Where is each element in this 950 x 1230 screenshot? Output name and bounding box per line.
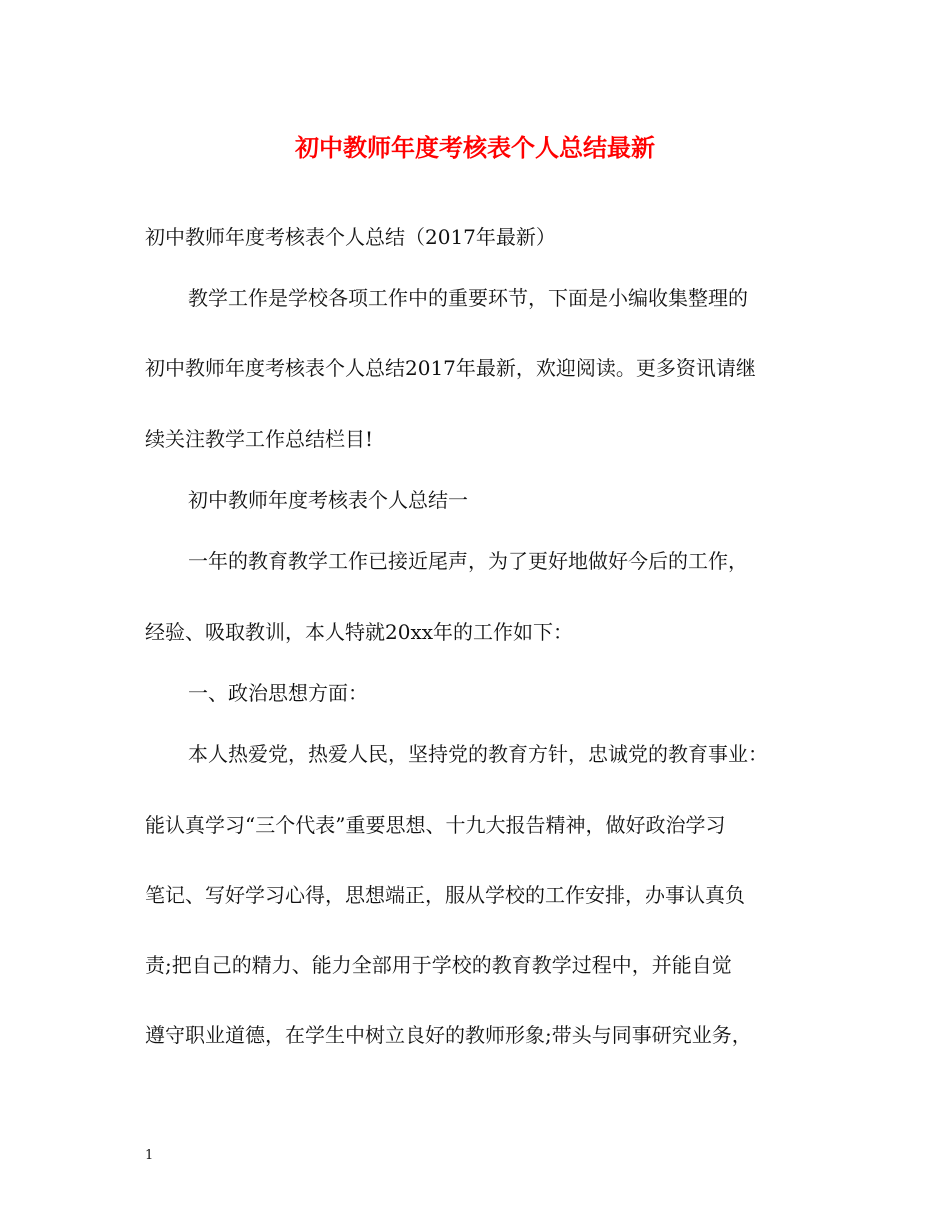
page-number: 1: [145, 1148, 154, 1163]
document-title: 初中教师年度考核表个人总结最新: [295, 133, 655, 162]
paragraph-line: 教学工作是学校各项工作中的重要环节，下面是小编收集整理的: [188, 286, 748, 310]
paragraph-line: 责;把自己的精力、能力全部用于学校的教育教学过程中，并能自觉: [145, 953, 732, 977]
paragraph-line: 遵守职业道德，在学生中树立良好的教师形象;带头与同事研究业务，: [145, 1023, 752, 1047]
paragraph-line: 能认真学习“三个代表”重要思想、十九大报告精神，做好政治学习: [145, 813, 726, 837]
section-heading: 初中教师年度考核表个人总结一: [188, 488, 468, 512]
paragraph-line: 笔记、写好学习心得，思想端正，服从学校的工作安排，办事认真负: [145, 883, 745, 907]
paragraph-line: 初中教师年度考核表个人总结2017年最新，欢迎阅读。更多资讯请继: [145, 356, 756, 380]
paragraph-line: 经验、吸取教训，本人特就20xx年的工作如下：: [145, 620, 574, 644]
paragraph-line: 一年的教育教学工作已接近尾声，为了更好地做好今后的工作，: [188, 549, 748, 573]
paragraph-line: 本人热爱党，热爱人民，坚持党的教育方针，忠诚党的教育事业：: [188, 742, 768, 766]
paragraph-line: 续关注教学工作总结栏目!: [145, 427, 374, 451]
section-heading: 一、政治思想方面：: [188, 681, 368, 705]
subtitle-line: 初中教师年度考核表个人总结（2017年最新）: [145, 225, 556, 249]
